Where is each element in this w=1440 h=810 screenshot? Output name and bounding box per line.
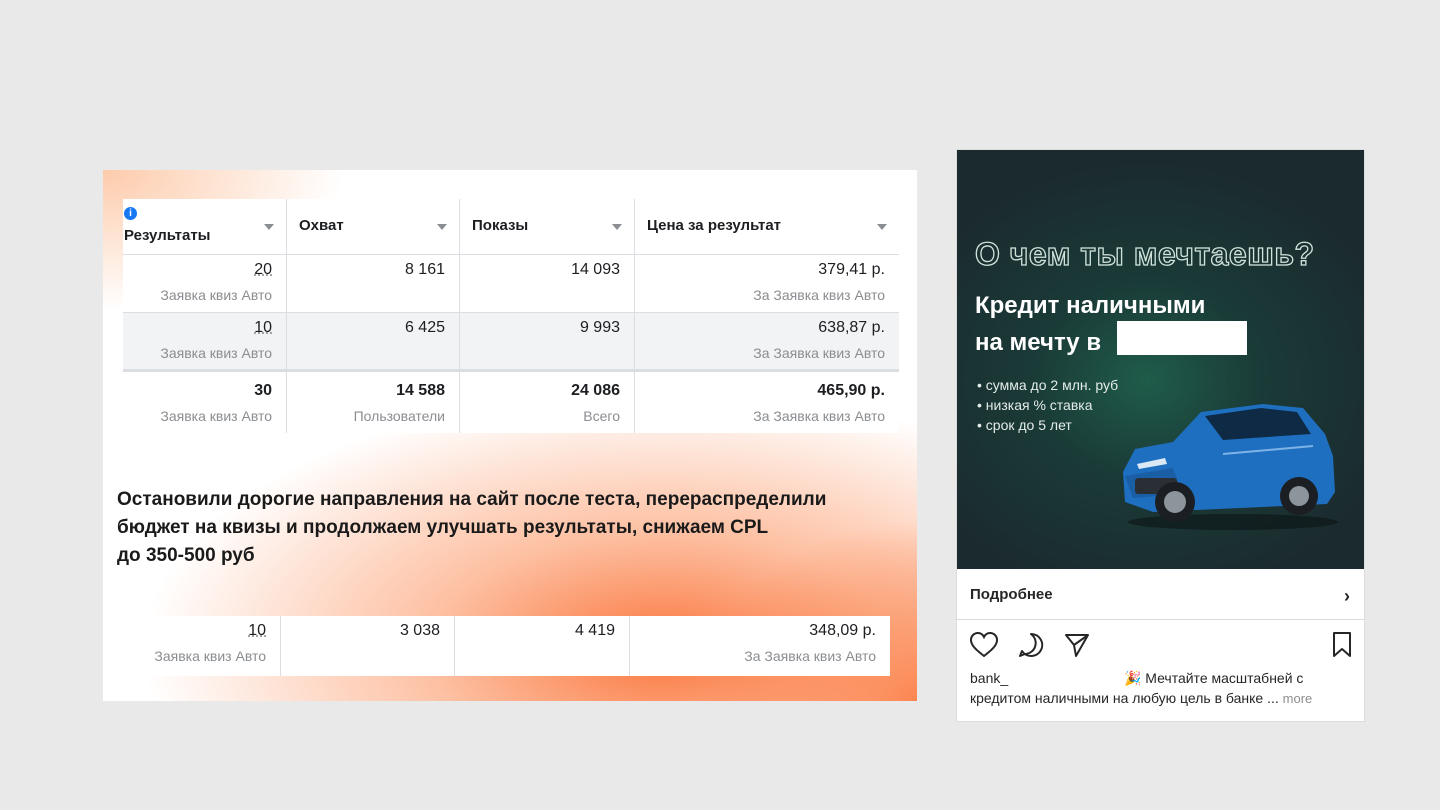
party-emoji-icon: 🎉	[1123, 670, 1142, 686]
reach-label: Пользователи	[353, 408, 445, 424]
column-label: Охват	[299, 217, 344, 234]
sort-caret-icon[interactable]	[877, 224, 887, 230]
ad-bullets	[977, 375, 1118, 435]
ad-creative[interactable]	[957, 150, 1364, 569]
summary-text: Остановили дорогие направления на сайт после теста, перераспределили бюджет на квизы и продолжаем улучшать результаты, снижаем CPL до 350-500 руб	[117, 489, 827, 566]
cell-price	[635, 255, 899, 312]
heart-icon[interactable]	[969, 631, 999, 659]
bullet-item: • срок до 5 лет	[977, 417, 1072, 433]
info-icon[interactable]: i	[124, 207, 137, 220]
cell-results-total	[123, 372, 287, 433]
post-caption	[970, 668, 1355, 709]
impressions-value: 4 419	[574, 622, 615, 639]
instagram-ad-card	[956, 149, 1365, 722]
cell-impressions-total	[460, 372, 635, 433]
cell-price	[630, 616, 890, 676]
table-row	[123, 616, 890, 676]
cell-reach	[287, 255, 460, 312]
price-label: За Заявка квиз Авто	[744, 648, 876, 664]
price-label: За Заявка квиз Авто	[753, 408, 885, 424]
table-total-row	[123, 370, 899, 433]
column-label: Цена за результат	[647, 217, 782, 234]
ad-headline: О чем ты мечтаешь?	[975, 236, 1315, 272]
reach-value: 6 425	[404, 319, 445, 336]
learn-more-label: Подробнее	[970, 586, 1053, 603]
username[interactable]: bank_	[970, 670, 1009, 686]
more-link[interactable]: more	[1282, 691, 1313, 706]
bullet-item: • низкая % ставка	[977, 397, 1093, 413]
reach-total: 14 588	[396, 382, 445, 399]
price-label: За Заявка квиз Авто	[753, 287, 885, 303]
column-header-results[interactable]	[123, 199, 287, 255]
cell-reach	[287, 313, 460, 369]
ads-results-table-2	[123, 616, 890, 676]
cell-impressions	[460, 255, 635, 312]
sort-caret-icon[interactable]	[612, 224, 622, 230]
results-label: Заявка квиз Авто	[160, 408, 272, 424]
stats-panel	[103, 170, 917, 701]
results-value[interactable]: 10	[254, 319, 272, 336]
sort-caret-icon[interactable]	[264, 224, 274, 230]
column-header-reach[interactable]	[287, 199, 460, 255]
column-label: Результаты	[124, 227, 211, 244]
column-header-impressions[interactable]	[460, 199, 635, 255]
cell-results	[123, 313, 287, 369]
results-label: Заявка квиз Авто	[154, 648, 266, 664]
impressions-label: Всего	[583, 408, 620, 424]
table-row	[123, 313, 899, 370]
price-value: 379,41 р.	[818, 261, 885, 278]
impressions-total: 24 086	[571, 382, 620, 399]
post-actions	[969, 631, 1353, 661]
bookmark-icon[interactable]	[1331, 631, 1353, 659]
price-value: 348,09 р.	[809, 622, 876, 639]
chevron-right-icon: ›	[1344, 586, 1350, 606]
ads-results-table	[123, 199, 899, 433]
comment-icon[interactable]	[1017, 631, 1045, 659]
price-label: За Заявка квиз Авто	[753, 345, 885, 361]
car-image	[1113, 394, 1341, 534]
offer-line-2: на мечту в	[975, 329, 1102, 356]
results-label: Заявка квиз Авто	[160, 345, 272, 361]
caption-text-1: Мечтайте масштабней с	[1145, 670, 1304, 686]
share-icon[interactable]	[1063, 631, 1091, 659]
learn-more-link[interactable]	[957, 570, 1364, 620]
offer-line-1: Кредит наличными	[975, 292, 1206, 319]
results-label: Заявка квиз Авто	[160, 287, 272, 303]
results-value[interactable]: 10	[248, 622, 266, 639]
reach-value: 3 038	[399, 622, 440, 639]
cell-reach	[281, 616, 455, 676]
price-value: 638,87 р.	[818, 319, 885, 336]
caption-text-2: кредитом наличными на любую цель в банке ...	[970, 690, 1279, 706]
results-value[interactable]: 20	[254, 261, 272, 278]
cell-impressions	[455, 616, 630, 676]
column-label: Показы	[472, 217, 529, 234]
impressions-value: 14 093	[571, 261, 620, 278]
cell-results	[123, 255, 287, 312]
cell-price-total	[635, 372, 899, 433]
table-row	[123, 255, 899, 313]
cell-impressions	[460, 313, 635, 369]
impressions-value: 9 993	[579, 319, 620, 336]
reach-value: 8 161	[404, 261, 445, 278]
column-header-price[interactable]	[635, 199, 899, 255]
cell-price	[635, 313, 899, 369]
cell-results	[123, 616, 281, 676]
bullet-item: • сумма до 2 млн. руб	[977, 377, 1119, 393]
sort-caret-icon[interactable]	[437, 224, 447, 230]
cell-reach-total	[287, 372, 460, 433]
results-total: 30	[254, 382, 272, 399]
price-total: 465,90 р.	[817, 382, 885, 399]
redacted-bank-name	[1117, 321, 1247, 355]
